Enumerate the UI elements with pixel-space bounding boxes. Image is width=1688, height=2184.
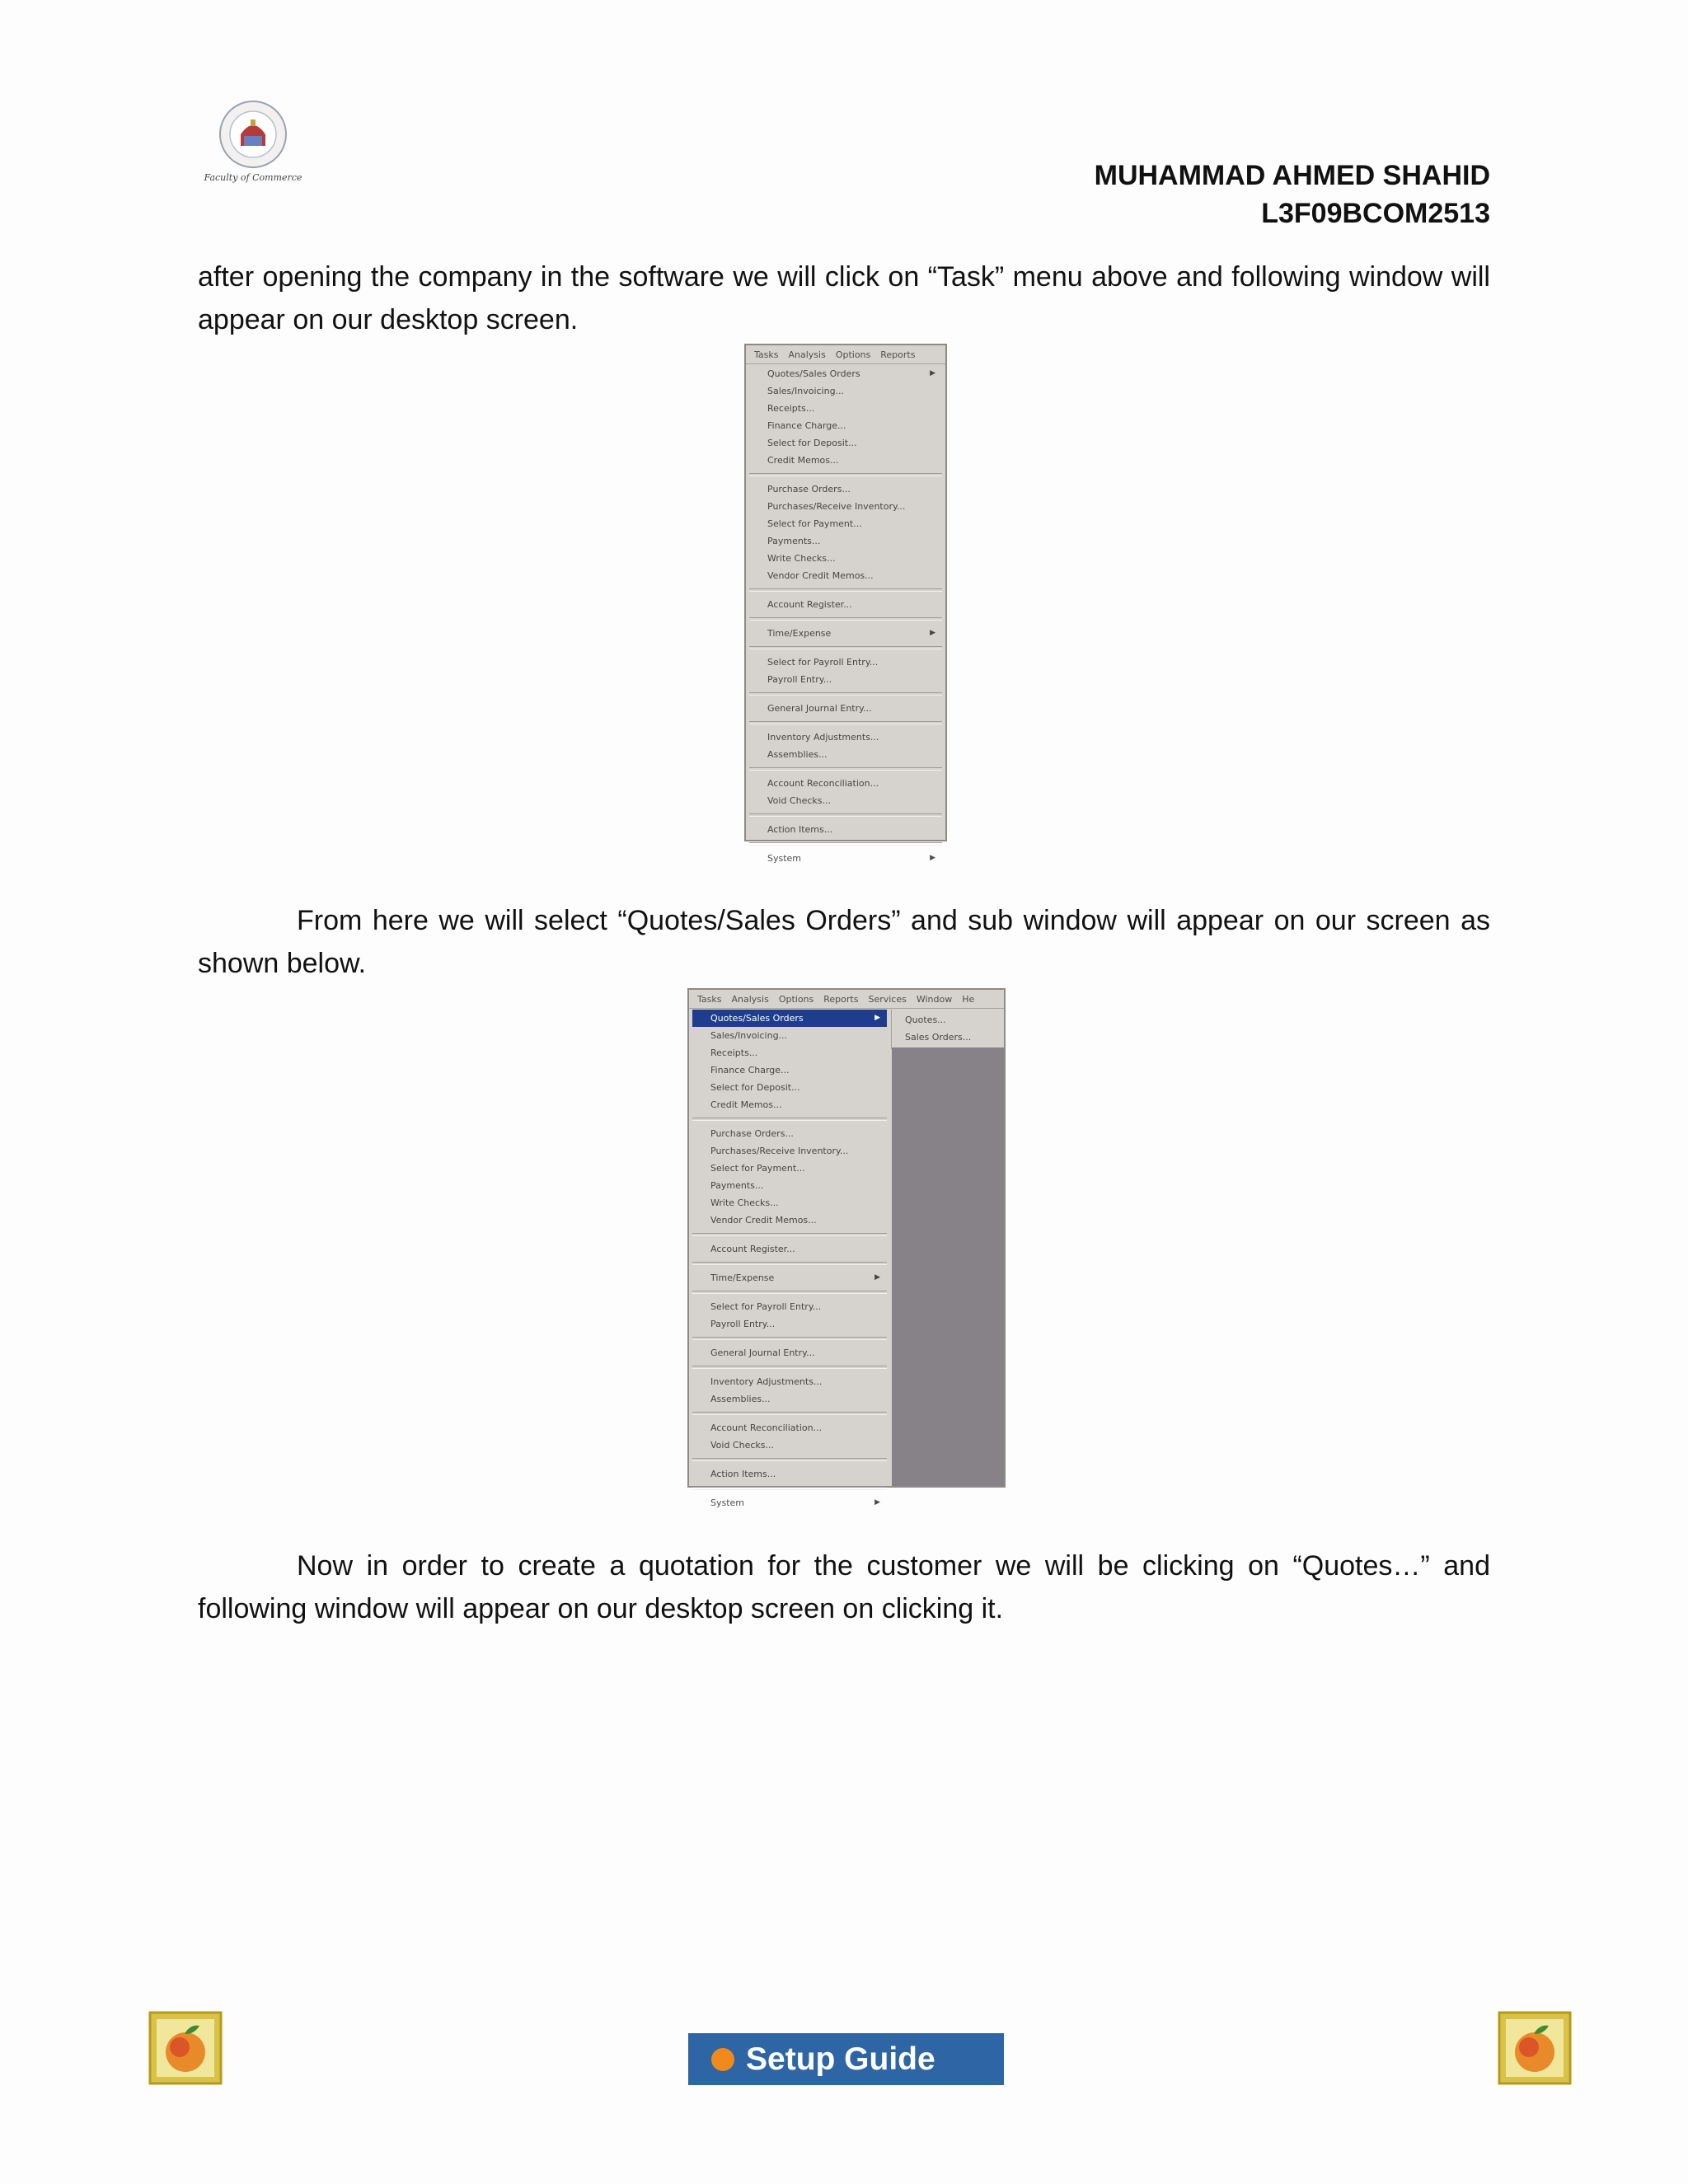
peach-icon (1498, 2011, 1572, 2085)
author-id: L3F09BCOM2513 (1261, 198, 1490, 229)
background-area (892, 1047, 1004, 1486)
menu-item-label: Receipts... (767, 403, 815, 414)
menu-item[interactable] (749, 775, 942, 792)
menu-item[interactable] (692, 1142, 887, 1160)
menu-item[interactable] (749, 452, 942, 469)
menu-item[interactable] (749, 365, 942, 382)
quotes-submenu-screenshot (687, 988, 1006, 1508)
menu-item[interactable] (692, 1315, 887, 1333)
menu-item-label: Account Reconciliation... (710, 1422, 823, 1433)
menu-item[interactable] (692, 1177, 887, 1194)
paragraph-1: after opening the company in the software we will click on “Task” menu above and following window will appear on our desktop screen. (198, 261, 1490, 335)
menu-item-label: Payroll Entry... (767, 674, 832, 685)
submenu-arrow-icon: ▶ (874, 1498, 880, 1507)
menu-item-label: Vendor Credit Memos... (710, 1215, 817, 1226)
setup-guide-banner (688, 2033, 1004, 2085)
paragraph-2: From here we will select “Quotes/Sales Orders” and sub window will appear on our screen as shown below. (198, 905, 1490, 979)
menu-item-label: Credit Memos... (710, 1099, 782, 1110)
menu-item-label: Account Register... (767, 599, 852, 610)
submenu-arrow-icon: ▶ (930, 854, 935, 862)
menu-item[interactable] (749, 567, 942, 584)
menu-separator (692, 1291, 887, 1294)
menu-item-label: Purchases/Receive Inventory... (767, 501, 906, 512)
menu-item-label: Purchase Orders... (767, 484, 851, 494)
menu-item-label: Select for Deposit... (767, 438, 857, 448)
menu-separator (692, 1337, 887, 1340)
menu-item-label: Receipts... (710, 1047, 758, 1058)
menu-item-label: Sales/Invoicing... (710, 1030, 788, 1041)
menubar-item[interactable]: Reports (823, 993, 859, 1005)
menu-item[interactable] (749, 654, 942, 671)
menu-item[interactable] (692, 1390, 887, 1408)
menu-separator (692, 1458, 887, 1461)
menu-bar (689, 990, 1004, 1009)
menu-item-label: System (710, 1497, 745, 1508)
tasks-menu-list (746, 365, 945, 867)
menu-item-label: General Journal Entry... (767, 703, 872, 714)
menu-item[interactable] (692, 1298, 887, 1315)
menu-item[interactable] (692, 1465, 887, 1483)
menu-separator (749, 767, 942, 771)
author-name: MUHAMMAD AHMED SHAHID (1094, 160, 1490, 191)
menu-item-label: Time/Expense (710, 1272, 775, 1283)
menubar-item[interactable]: He (962, 993, 975, 1005)
tasks-menu-list (689, 1010, 890, 1511)
menu-separator (692, 1262, 887, 1265)
menu-item[interactable] (749, 792, 942, 809)
menu-item-label: Void Checks... (710, 1440, 774, 1451)
menu-item-label: Purchases/Receive Inventory... (710, 1146, 849, 1156)
menu-item-label: Payments... (767, 536, 821, 546)
sales-orders-menu-item[interactable]: Sales Orders... (905, 1032, 972, 1043)
menu-item[interactable] (692, 1160, 887, 1177)
menubar-item[interactable]: Window (916, 993, 953, 1005)
menubar-item[interactable]: Analysis (731, 993, 769, 1005)
menu-item-label: System (767, 853, 802, 864)
menu-item-label: Payroll Entry... (710, 1319, 776, 1329)
menu-item-label: Sales/Invoicing... (767, 386, 845, 396)
menu-item-label: Write Checks... (767, 553, 836, 564)
menu-item[interactable] (749, 417, 942, 434)
menu-item[interactable] (692, 1044, 887, 1062)
menu-item-label: Inventory Adjustments... (710, 1376, 823, 1387)
menu-item-label: Assemblies... (767, 749, 828, 760)
menu-item-label: Account Register... (710, 1244, 795, 1254)
setup-guide-label: Setup Guide (746, 2041, 935, 2077)
menu-separator (749, 588, 942, 592)
menu-item-label: Quotes/Sales Orders (767, 368, 860, 379)
menu-item-label: General Journal Entry... (710, 1347, 815, 1358)
menubar-item[interactable]: Options (778, 993, 814, 1005)
menu-separator (692, 1233, 887, 1236)
quotes-menu-item[interactable]: Quotes... (905, 1015, 946, 1025)
menu-item-label: Write Checks... (710, 1197, 779, 1208)
menu-item-label: Vendor Credit Memos... (767, 570, 874, 581)
menu-item-label: Select for Payroll Entry... (710, 1301, 822, 1312)
menu-separator (749, 692, 942, 696)
menu-item[interactable] (692, 1125, 887, 1142)
menubar-item[interactable]: Tasks (754, 349, 779, 360)
menu-separator (749, 473, 942, 476)
menu-item-label: Payments... (710, 1180, 764, 1191)
menu-item-label: Time/Expense (767, 628, 832, 639)
menu-item[interactable] (749, 480, 942, 498)
menu-item[interactable] (749, 434, 942, 452)
menu-item[interactable] (692, 1212, 887, 1229)
menu-item[interactable] (749, 746, 942, 763)
menu-separator (692, 1118, 887, 1121)
menubar-item[interactable]: Analysis (788, 349, 826, 360)
paragraph-3: Now in order to create a quotation for the customer we will be clicking on “Quotes…” and following window will appear on our desktop screen on clicking it. (198, 1550, 1490, 1624)
menu-item-label: Inventory Adjustments... (767, 732, 879, 743)
menu-item[interactable] (692, 1494, 887, 1511)
menu-item[interactable] (692, 1062, 887, 1079)
menu-item[interactable] (692, 1194, 887, 1212)
menu-item[interactable] (692, 1027, 887, 1044)
menu-item[interactable] (749, 532, 942, 550)
menu-item[interactable] (749, 821, 942, 838)
submenu-arrow-icon: ▶ (930, 629, 935, 637)
menu-item-label: Void Checks... (767, 795, 831, 806)
menu-item[interactable] (749, 515, 942, 532)
submenu-arrow-icon: ▶ (874, 1014, 880, 1022)
faculty-logo (203, 95, 303, 187)
menu-item[interactable] (749, 550, 942, 567)
menu-item-label: Select for Payment... (710, 1163, 805, 1174)
menu-item[interactable] (692, 1419, 887, 1436)
author-block (1095, 157, 1490, 232)
menu-item[interactable] (749, 850, 942, 867)
menu-item-label: Finance Charge... (710, 1065, 790, 1076)
menubar-item[interactable]: Tasks (697, 993, 722, 1005)
menu-item[interactable] (692, 1344, 887, 1361)
menu-item[interactable] (749, 400, 942, 417)
menu-item[interactable] (692, 1269, 887, 1286)
menu-separator (692, 1487, 887, 1490)
menu-item-label: Purchase Orders... (710, 1128, 794, 1139)
menu-item[interactable] (692, 1373, 887, 1390)
menu-item[interactable] (692, 1096, 887, 1113)
menu-item[interactable] (692, 1436, 887, 1454)
menu-item-label: Credit Memos... (767, 455, 839, 466)
menu-separator (749, 646, 942, 649)
quotes-sales-orders-submenu (891, 1010, 1004, 1049)
menu-separator (749, 617, 942, 621)
menu-item[interactable] (749, 729, 942, 746)
menu-separator (692, 1412, 887, 1415)
menu-separator (749, 721, 942, 724)
menu-item-label: Select for Deposit... (710, 1082, 800, 1093)
menu-item-label: Action Items... (710, 1469, 776, 1479)
submenu-arrow-icon: ▶ (874, 1273, 880, 1282)
menu-item[interactable] (749, 625, 942, 642)
menu-item-label: Select for Payroll Entry... (767, 657, 879, 668)
menu-separator (749, 813, 942, 817)
menu-item[interactable] (749, 498, 942, 515)
menu-item-label: Assemblies... (710, 1394, 771, 1404)
menu-item[interactable] (692, 1010, 887, 1027)
menu-item-label: Action Items... (767, 824, 833, 835)
menubar-item[interactable]: Reports (880, 349, 916, 360)
menu-separator (749, 842, 942, 846)
menubar-item[interactable]: Options (835, 349, 871, 360)
menu-item-label: Quotes/Sales Orders (710, 1013, 804, 1024)
tasks-menu-screenshot (744, 344, 947, 864)
bullet-dot-icon (711, 2048, 734, 2071)
menu-item-label: Finance Charge... (767, 420, 846, 431)
menu-separator (692, 1366, 887, 1369)
menubar-item[interactable]: Services (868, 993, 907, 1005)
svg-text:Faculty of Commerce: Faculty of Commerce (204, 172, 302, 183)
menu-item-label: Account Reconciliation... (767, 778, 879, 789)
menu-bar (746, 345, 945, 364)
menu-item[interactable] (692, 1240, 887, 1258)
menu-item-label: Select for Payment... (767, 518, 862, 529)
menu-item[interactable] (749, 671, 942, 688)
menu-item[interactable] (749, 382, 942, 400)
menu-item[interactable] (749, 700, 942, 717)
menu-item[interactable] (692, 1079, 887, 1096)
submenu-arrow-icon: ▶ (930, 369, 935, 377)
menu-item[interactable] (749, 596, 942, 613)
peach-icon (148, 2011, 223, 2085)
